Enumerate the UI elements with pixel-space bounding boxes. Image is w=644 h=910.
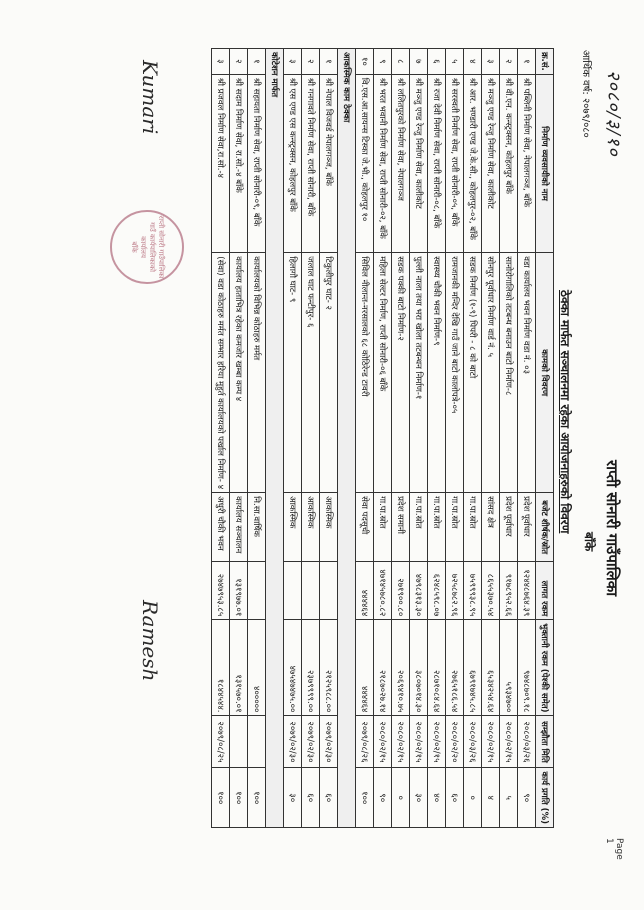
cell-date: २०८०/०२/१५ [500, 716, 518, 768]
cell-cost: ४४४४६४ [356, 562, 374, 620]
col-name: निर्माण व्यवसायीको नाम [536, 74, 554, 253]
cell-date: २०८०/०२/१५ [392, 716, 410, 768]
cell-prog: ४ [482, 768, 500, 828]
cell-name: श्री रजा देवी निर्माण सेवा, राप्ती सोनारी-०८, बाँके [428, 74, 446, 253]
stamp-text-bottom: बाँके [130, 241, 138, 253]
cell-head: कार्यालय सञ्चालन [230, 493, 248, 562]
cell-cost: ९१७८९५२.६६ [500, 562, 518, 620]
cell-prog: ५ [500, 768, 518, 828]
cell-work: वडा कार्यालय भवन निर्माण वडा नं. ०३ [518, 253, 536, 493]
cell-cost [284, 562, 302, 620]
table-row [320, 49, 338, 828]
cell-head: गा.पा.स्रोत [464, 493, 482, 562]
handwritten-date: २०८०/३/१० [603, 70, 624, 157]
cell-sn: ६ [428, 49, 446, 75]
cell-cost: ७५९९९३८.९५ [464, 562, 482, 620]
cell-cost: ६२४८५९८.०७ [428, 562, 446, 620]
cell-work: टिकुलीपुर घाट- २ [320, 253, 338, 493]
table-header-row [536, 49, 554, 828]
cell-date: २०८०/०२/२० [446, 716, 464, 768]
stamp-text-top: राप्ती सोनारी गाउँपालिका [157, 215, 165, 279]
cell-sn: १ [518, 49, 536, 75]
cell-work: कार्यालय हाताभित्र रहेका कमजोर खम्बा कम्प ४ [230, 253, 248, 493]
table-row [428, 49, 446, 828]
cell-work: सडक निर्माण (१-९) पिपरी - ८ को बाटो [464, 253, 482, 493]
cell-work: जलाल घाट फन्टीपुर- ६ [302, 253, 320, 493]
cell-prog: १०० [212, 768, 230, 828]
cell-name: श्री सरस्वती निर्माण सेवा, राप्ती सोनारी-०५, बाँके [446, 74, 464, 253]
cell-name: श्री प्रजवल निर्माण सेवा,रा.सो.-४ [212, 74, 230, 253]
cell-head: प्रदेश पूर्वाधार [518, 493, 536, 562]
cell-sn: ७ [410, 49, 428, 75]
contract-rows [212, 49, 266, 828]
cell-date: २०७९/०२/३० [284, 716, 302, 768]
cell-sn: ३ [284, 49, 302, 75]
cell-name: श्री वी.एन. कन्स्ट्रक्सन, कोहलपुर बाँके [500, 74, 518, 253]
cell-name: श्री पब्लिनी निर्माण सेवा, नेपालगञ्ज, बाँके [518, 74, 536, 253]
cell-head: सांसद क्षेत्र [482, 493, 500, 562]
cell-cost: २७४७९५३.८५ [212, 562, 230, 620]
cell-head: आकस्मिक [302, 493, 320, 562]
section-row [266, 49, 284, 828]
cell-name: श्री भरत भवानी निर्माण सेवा, राप्ती सोनारी-०२, बाँके [374, 74, 392, 253]
table-row [356, 49, 374, 828]
col-progress: कार्य प्रगति (%) [536, 768, 554, 828]
cell-cost: १३१९७७.०१ [230, 562, 248, 620]
cell-work: सिविल नीलान्त-नरसालको ६८ कोठिरेन्ड टावरी [356, 253, 374, 493]
cell-head: नि.सा.वार्षिक [248, 493, 266, 562]
cell-pay: ४४४४६४ [356, 620, 374, 716]
cell-pay: २८७१०८४.६४ [428, 620, 446, 716]
cell-sn: १ [248, 49, 266, 75]
cell-prog: ६० [446, 768, 464, 828]
cell-name: श्री सहायता निर्माण सेवा, राप्ती सोनारी-०९, बाँके [248, 74, 266, 253]
cell-work: हिलागौ घाट- ९ [284, 253, 302, 493]
col-pay: भुक्तानी रकम (पेश्की समेत) [536, 620, 554, 716]
cell-date: २०८०/०२/१५ [482, 716, 500, 768]
cell-prog: ४० [428, 768, 446, 828]
stamp-text-mid: गाउँ कार्यपालिकाको कार्यालय [139, 222, 156, 272]
cell-cost [320, 562, 338, 620]
projects-table [211, 48, 554, 828]
cell-date: २०८०/०२/१५ [374, 716, 392, 768]
table-caption: ठेक्का मार्फत सञ्चालनमा रहेका आयोजनाहरुको विवरण [558, 290, 572, 534]
cell-head: प्रदेश समानी [392, 493, 410, 562]
cell-work: सडक पक्की बाटो निर्माण-२ [392, 253, 410, 493]
cell-pay: ५९३४७०० [500, 620, 518, 716]
cell-pay: ६५३४२५४.६४ [482, 620, 500, 716]
table-row [446, 49, 464, 828]
cell-pay: ९७४८७०९.१८ [518, 620, 536, 716]
cell-date: २०८०/०३/२६ [518, 716, 536, 768]
cell-name: श्री मञ्जु एण्ड रेन्जु निर्माण सेवा, कालीकोट [410, 74, 428, 253]
cell-prog: ९० [374, 768, 392, 828]
cell-head: आकस्मिक [320, 493, 338, 562]
cell-head: सेवा पदसूची [356, 493, 374, 562]
table-row [410, 49, 428, 828]
cell-name: श्री सदाम निर्माण सेवा, रा.सो.-४ बाँके [230, 74, 248, 253]
cell-head: अधुरी चौकी भवन [212, 493, 230, 562]
office-stamp [110, 210, 184, 284]
cell-head: प्रदेश पूर्वाधार [500, 493, 518, 562]
cell-cost: २७१९००.८० [392, 562, 410, 620]
cell-name: श्री नेपाल विजवर्ड नेपालगञ्ज, बाँके [320, 74, 338, 253]
cell-head: गा.पा.स्रोत [374, 493, 392, 562]
cell-prog: ० [464, 768, 482, 828]
cell-head: गा.पा.स्रोत [428, 493, 446, 562]
cell-date [248, 716, 266, 768]
cell-pay: ६७९१७४५.८५ [464, 620, 482, 716]
section-title: कोटेशन मार्फत [266, 49, 284, 828]
cell-date: २०७९/०८/२५ [212, 716, 230, 768]
cell-sn: २ [302, 49, 320, 75]
cell-prog: १०० [356, 768, 374, 828]
cell-name: श्री आर. भण्डारी एण्ड जे.के.सी., कोहलपुर-०२, बाँके [464, 74, 482, 253]
table-row [212, 49, 230, 828]
section-contract [266, 49, 284, 828]
cell-date: २०७९/०२/३० [302, 716, 320, 768]
cell-name: श्री एस एण्ड एस कन्स्ट्रक्सन, कोहलपुर बाँके [284, 74, 302, 253]
cell-date [230, 716, 248, 768]
cell-sn: ५ [446, 49, 464, 75]
cell-cost [302, 562, 320, 620]
cell-name: श्री ललितपुरको निर्माण सेवा, नेपालगञ्ज [392, 74, 410, 253]
cell-head: गा.पा.स्रोत [446, 493, 464, 562]
cell-head: गा.पा.स्रोत [410, 493, 428, 562]
table-row [302, 49, 320, 828]
section-consultancy [338, 49, 356, 828]
signature-left: Kumari [138, 60, 162, 135]
cell-work: स्वास्थ्य चौकी भवन निर्माण-९ [428, 253, 446, 493]
cell-work: पुल्ली नाला तथा भरा खोला तटबन्धन निर्माण-१ [410, 253, 428, 493]
municipality-title: राप्ती सोनारी गाउँपालिका [603, 460, 621, 597]
cell-sn: २ [500, 49, 518, 75]
cell-work: सानोरोगालिको तटबन्ध बनाउन बाटो निर्माण-८ [500, 253, 518, 493]
cell-work: महिला सेल्टर निर्माण, राप्ती सोनारी-०६ बाँके [374, 253, 392, 493]
cell-cost: ४७९८३१३.३० [410, 562, 428, 620]
main-rows [356, 49, 536, 828]
fiscal-year: आर्थिक वर्ष: २०७९/०८० [580, 50, 591, 138]
cell-pay: २१८७०२७.१४ [374, 620, 392, 716]
cell-work: रामजानकी मन्दिर देखि गाउँ जाने बाटो कालोपत्रे-०५ [446, 253, 464, 493]
table-row [464, 49, 482, 828]
cell-sn: २ [230, 49, 248, 75]
cell-sn: ९ [374, 49, 392, 75]
cell-pay: २७६५१८६.५४ [446, 620, 464, 716]
section-row [338, 49, 356, 828]
table-row [284, 49, 302, 828]
col-head: बजेट शीर्षक/स्रोत [536, 493, 554, 562]
cell-prog: १०० [248, 768, 266, 828]
cell-work: (सेवा) वडा कोठाहरु मर्मत सम्भार हरिया मुहुर्त कार्यालयको पर्खाल निर्माण- ४ [212, 253, 230, 493]
cell-prog: ३० [284, 768, 302, 828]
cell-pay: २०६९४१०.७५ [392, 620, 410, 716]
cell-head: आकस्मिक [284, 493, 302, 562]
cell-sn: ४ [464, 49, 482, 75]
cell-prog: ९० [518, 768, 536, 828]
cell-cost: ८६५५३७०.५४ [482, 562, 500, 620]
col-cost: लागत रकम [536, 562, 554, 620]
cell-date: २०८०/०२/१५ [428, 716, 446, 768]
table-row [392, 49, 410, 828]
table-row [500, 49, 518, 828]
cell-pay: २३७९९९९.०० [302, 620, 320, 716]
cell-name: श्री मञ्जु एण्ड रेन्जु निर्माण सेवा, कालीकोट [482, 74, 500, 253]
cell-sn: १० [356, 49, 374, 75]
signature-right: Ramesh [138, 600, 162, 682]
cell-prog: ३० [410, 768, 428, 828]
cell-cost: ७२५८७८२.९६ [446, 562, 464, 620]
table-row [518, 49, 536, 828]
page-number: Page 1 [604, 838, 624, 860]
cell-sn: ८ [392, 49, 410, 75]
cell-prog: १०० [230, 768, 248, 828]
cell-prog: ० [392, 768, 410, 828]
cell-pay: ४००००० [248, 620, 266, 716]
table-row [248, 49, 266, 828]
cell-name: वि.एस.आ.सायन्स टिस्का जे.भी., कोहलपुर १० [356, 74, 374, 253]
cell-date: २०८०/०२/१५ [410, 716, 428, 768]
section-title: आकस्मिक काम ठेक्का [338, 49, 356, 828]
cell-pay: ४७५४७४७५.०० [284, 620, 302, 716]
col-sn: क्र.सं. [536, 49, 554, 75]
table-row [482, 49, 500, 828]
cell-cost [248, 562, 266, 620]
cell-pay: २१२५९८८.०० [320, 620, 338, 716]
cell-cost: ४७१४५७८०.८२ [374, 562, 392, 620]
col-date: सम्झौता मिति [536, 716, 554, 768]
cell-sn: ३ [212, 49, 230, 75]
cell-pay: १८४४५४४. [212, 620, 230, 716]
cell-work: कार्यालयको विभिन्न कोठाहरु मर्मत [248, 253, 266, 493]
cell-prog: ६० [302, 768, 320, 828]
district-subtitle: बाँके [582, 532, 596, 552]
cell-work: सोनपुर पूर्वाधार निर्माण वार्ड नं. ५ [482, 253, 500, 493]
cell-name: श्री गनगावते निर्माण सेवा, राप्ती सोनारी, बाँके [302, 74, 320, 253]
cell-date: २०८०/०३/२६ [464, 716, 482, 768]
cell-date: २०७९/०८/२६ [356, 716, 374, 768]
cell-cost: १२४४८७६४.३९ [518, 562, 536, 620]
cell-sn: ३ [482, 49, 500, 75]
consultancy-rows [284, 49, 338, 828]
col-work: कामको विवरण [536, 253, 554, 493]
cell-date: २०७९/०२/३० [320, 716, 338, 768]
cell-prog: ६० [320, 768, 338, 828]
rotated-document [72, 40, 632, 870]
cell-pay: ३८०७०१४.३० [410, 620, 428, 716]
cell-sn: १ [320, 49, 338, 75]
table-row [374, 49, 392, 828]
table-row [230, 49, 248, 828]
cell-pay: १३१५७०.०१ [230, 620, 248, 716]
